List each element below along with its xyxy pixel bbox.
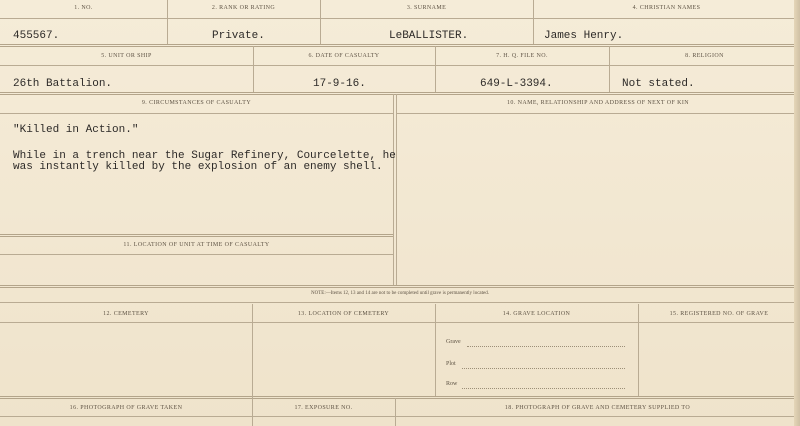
value-date: 17-9-16. [313,78,366,90]
label-photo-taken: 16. PHOTOGRAPH OF GRAVE TAKEN [69,405,183,411]
label-location-unit: 11. LOCATION OF UNIT AT TIME OF CASUALTY [123,242,270,248]
note-text: NOTE:—Items 12, 13 and 14 are not to be completed until grave is permanently located. [310,291,489,296]
grave-field-label: Grave [446,339,461,345]
value-hq-file: 649-L-3394. [480,78,553,90]
label-location-cemetery: 13. LOCATION OF CEMETERY [297,311,390,317]
label-surname: 3. SURNAME [406,5,447,11]
value-religion: Not stated. [622,78,695,90]
plot-field-label: Plot [446,361,456,367]
value-christian-names: James Henry. [544,30,624,42]
value-no: 455567. [13,30,60,42]
label-next-of-kin: 10. NAME, RELATIONSHIP AND ADDRESS OF NEXT OF KIN [507,100,689,106]
row-field-line [462,388,625,389]
label-cemetery: 12. CEMETERY [103,311,149,317]
row-field-label: Row [446,381,458,387]
circumstances-line-2: While in a trench near the Sugar Refinery, Courcelette, he [13,150,396,162]
value-surname: LeBALLISTER. [389,30,469,42]
value-rank: Private. [212,30,265,42]
label-photo-supplied: 18. PHOTOGRAPH OF GRAVE AND CEMETERY SUPPLIED TO [504,405,691,411]
circumstances-line-3: was instantly killed by the explosion of an enemy shell. [13,161,383,173]
label-exposure: 17. EXPOSURE NO. [294,405,353,411]
label-unit: 5. UNIT OR SHIP [101,53,152,59]
label-date: 6. DATE OF CASUALTY [308,53,380,59]
label-circumstances: 9. CIRCUMSTANCES OF CASUALTY [141,100,252,106]
card-edge-shadow [794,0,800,426]
label-rank: 2. RANK OR RATING [211,5,276,11]
label-no: 1. NO. [74,5,93,11]
label-christian-names: 4. CHRISTIAN NAMES [632,5,701,11]
circumstances-line-1: "Killed in Action." [13,124,139,136]
label-registered-no: 15. REGISTERED NO. OF GRAVE [669,311,769,317]
label-religion: 8. RELIGION [685,53,724,59]
value-unit: 26th Battalion. [13,78,113,90]
label-grave-location: 14. GRAVE LOCATION [502,311,571,317]
label-hq-file: 7. H. Q. FILE NO. [496,53,548,59]
grave-field-line [467,346,625,347]
plot-field-line [462,368,625,369]
